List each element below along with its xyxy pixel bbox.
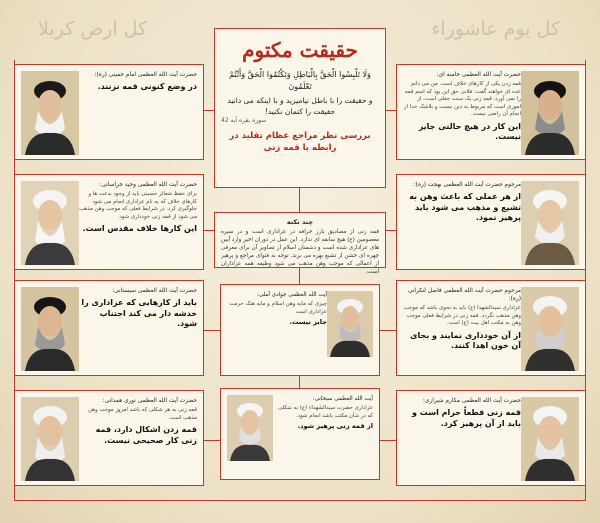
fatwa-card-fazel xyxy=(396,280,586,376)
headline-panel xyxy=(214,28,386,188)
fatwa-verdict: از هر عملی که باعث وهن به تشیع و مذهب می شود باید پرهیز نمود. xyxy=(409,192,521,222)
fatwa-card-javadi xyxy=(220,284,380,376)
verse-source: سوره بقره آیه 42 xyxy=(221,117,267,124)
cleric-name: آیت الله العظمی جوادی آملی: xyxy=(257,292,327,298)
cleric-portrait-icon xyxy=(227,395,273,461)
cleric-portrait-icon xyxy=(521,71,579,155)
cleric-name: مرحوم حضرت آیت الله العظمی بهجت (ره): xyxy=(413,182,521,188)
fatwa-verdict: جایز نیست. xyxy=(289,318,327,326)
cleric-name: آیت الله العظمی سبحانی: xyxy=(312,396,373,402)
fatwa-text xyxy=(227,291,327,371)
fatwa-text xyxy=(79,397,197,481)
notes-panel xyxy=(214,212,386,275)
notes-title: چند نکته xyxy=(286,218,314,226)
fatwa-body: عزاداری حضرت سیدالشهداء (ع) به شکلی که در شأن مکتب باشد انجام شود. xyxy=(278,405,373,419)
fatwa-text xyxy=(79,287,197,371)
fatwa-text xyxy=(403,71,521,155)
fatwa-text xyxy=(403,181,521,265)
connector-line xyxy=(14,500,586,501)
notes-body: قمه زنی از مصادیق بارز خرافه در عزاداری است و در سیره معصومین (ع) هیچ سابقه ای ندارد. این عمل در دوران اخیر وارد آیین های عزاداری شده است و دشمنان اسلام از تصاویر آن برای معرفی چهره ای خشن از تشیع بهره می برند. توجه به فتوای مراجع و پرهیز از اعمالی که موجب وهن مذهب می شود وظیفه همه عزاداران است. xyxy=(221,229,379,275)
verse-translation: و حقیقت را با باطل نیامیزید و با اینکه می دانید حقیقت را کتمان نکنید! xyxy=(227,96,373,116)
fatwa-card-nouri xyxy=(14,390,204,486)
cleric-portrait-icon xyxy=(327,291,373,357)
cleric-portrait-icon xyxy=(21,397,79,481)
fatwa-text xyxy=(403,397,521,481)
cleric-name: حضرت آیت الله العظمی وحید خراسانی: xyxy=(99,182,197,188)
fatwa-body: برای حفظ شعائر حسینی باید از وجود بدعت ها و کارهای خلاف که به نام عزاداری انجام می شود جلوگیری کرد. در شرایط فعلی که موجب وهن مذهب می شود از قمه زنی خودداری شود. xyxy=(79,191,197,220)
cleric-portrait-icon xyxy=(521,181,579,265)
fatwa-card-khamenei xyxy=(396,64,586,160)
fatwa-card-makarem xyxy=(396,390,586,486)
cleric-name: حضرت آیت الله العظمی مکارم شیرازی: xyxy=(422,398,521,404)
fatwa-verdict: در وضع کنونی قمه نزنند. xyxy=(97,82,197,91)
cleric-name: مرحوم حضرت آیت الله العظمی فاضل لنکرانی (ره): xyxy=(407,288,521,302)
fatwa-body: عزاداری سیدالشهدا (ع) باید به نحوی باشد که موجب وهن مذهب نگردد. قمه زنی در شرایط فعلی موجب وهن به مکتب اهل بیت (ع) است. xyxy=(403,305,521,326)
fatwa-verdict: این کار در هیچ حالتی جایز نیست. xyxy=(418,121,521,141)
motto-karbala: کل ارض کربلا xyxy=(38,18,148,40)
cleric-portrait-icon xyxy=(521,287,579,371)
fatwa-card-khomeini xyxy=(14,64,204,160)
fatwa-verdict: قمه زنی قطعاً حرام است و باید از آن پرهیز کرد. xyxy=(411,408,521,428)
motto-ashura: کل یوم عاشوراء xyxy=(431,18,560,40)
fatwa-verdict: این کارها خلاف مقدس است. xyxy=(82,224,197,233)
fatwa-body: قمه زدن یکی از کارهای خلاف است. من می دانم عده ای خواهند گفت: فلانی حق این بود که اسم قمه را نمی آورد. قمه زنی یک سنت جعلی است، از اموری است که مربوط به دین نیست و بلاشک خدا از انجام آن راضی نیست. xyxy=(403,81,521,117)
fatwa-body: قمه زنی به هر شکلی که باشد امروز موجب وهن مذهب است. xyxy=(88,407,197,421)
cleric-name: حضرت آیت الله العظمی امام خمینی (ره): xyxy=(94,72,197,78)
cleric-portrait-icon xyxy=(21,181,79,265)
spacer xyxy=(214,192,386,202)
fatwa-verdict: از قمه زنی پرهیز شود. xyxy=(297,422,373,430)
fatwa-body: چیزی که مایه وهن اسلام و مایه هتک حرمت عزاداری است xyxy=(229,301,327,315)
fatwa-text xyxy=(403,287,521,371)
fatwa-card-khorasani xyxy=(14,174,204,270)
cleric-portrait-icon xyxy=(21,71,79,155)
page-title: حقیقت مکتوم xyxy=(242,38,358,62)
fatwa-card-sistani xyxy=(14,280,204,376)
connector-line xyxy=(299,376,300,388)
fatwa-text xyxy=(79,181,197,265)
fatwa-verdict: قمه زدن اشکال دارد، قمه زنی کار صحیحی نیست. xyxy=(95,425,197,445)
cleric-portrait-icon xyxy=(521,397,579,481)
fatwa-verdict: از آن خودداری نمایند و بجای آن خون اهدا کنند. xyxy=(410,330,521,350)
fatwa-verdict: باید از کارهایی که عزاداری را خدشه دار می کند اجتناب شود. xyxy=(81,298,197,328)
cleric-name: حضرت آیت الله العظمی نوری همدانی: xyxy=(102,398,197,404)
page-subtitle: بررسی نظر مراجع عظام تقلید در رابطه با قمه زنی xyxy=(229,131,371,153)
cleric-name: حضرت آیت الله العظمی سیستانی: xyxy=(112,288,197,294)
fatwa-card-sobhani xyxy=(220,388,380,480)
fatwa-text xyxy=(273,395,373,475)
fatwa-card-bahjat xyxy=(396,174,586,270)
quran-verse: وَلَا تَلْبِسُوا الْحَقَّ بِالْبَاطِلِ وَتَكْتُمُوا الْحَقَّ وَأَنْتُمْ تَعْلَمُونَ xyxy=(229,70,371,91)
cleric-name: حضرت آیت الله العظمی خامنه ای: xyxy=(436,72,521,78)
fatwa-text xyxy=(79,71,197,155)
cleric-portrait-icon xyxy=(21,287,79,371)
